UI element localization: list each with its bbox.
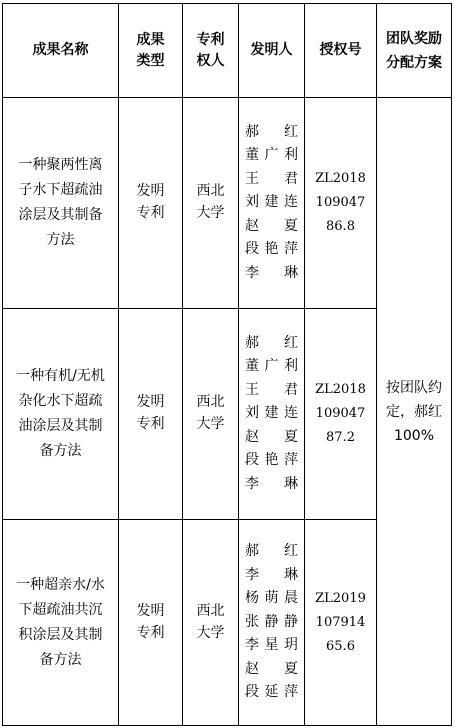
patent-owner: 西北大学	[183, 309, 239, 520]
achievement-name: 一种超亲水/水下超疏油共沉积涂层及其制备方法	[3, 520, 119, 726]
inventor-name: 刘建连	[245, 405, 298, 422]
achievement-type: 发明专利	[119, 309, 183, 520]
achievement-type: 发明专利	[119, 520, 183, 726]
table-row	[3, 98, 452, 309]
grant-number: ZL2019 107914 65.6	[305, 520, 377, 726]
header-owner: 专利权人	[183, 4, 239, 98]
inventor-name: 王 君	[245, 381, 298, 398]
inventor-name: 李 琳	[245, 264, 298, 281]
header-grant-no: 授权号	[305, 4, 377, 98]
grant-number: ZL2018 109047 86.8	[305, 98, 377, 309]
inventor-name: 李 琳	[245, 566, 298, 583]
grant-number: ZL2018 109047 87.2	[305, 309, 377, 520]
inventor-name: 郝 红	[245, 123, 298, 140]
header-allocation: 团队奖励分配方案	[377, 4, 452, 98]
inventor-name: 王 君	[245, 170, 298, 187]
header-row	[3, 4, 452, 98]
patent-awards-table	[2, 3, 452, 726]
inventor-name: 董广利	[245, 147, 298, 164]
inventor-list	[239, 520, 305, 726]
inventor-name: 杨萌晨	[245, 590, 298, 607]
inventor-list	[239, 98, 305, 309]
inventor-name: 段艳萍	[245, 452, 298, 469]
inventor-name: 赵 夏	[245, 660, 298, 677]
inventor-name: 郝 红	[245, 543, 298, 560]
achievement-type: 发明专利	[119, 98, 183, 309]
inventor-name: 赵 夏	[245, 428, 298, 445]
inventor-list	[239, 309, 305, 520]
inventor-name: 赵 夏	[245, 217, 298, 234]
patent-owner: 西北大学	[183, 98, 239, 309]
inventor-name: 董广利	[245, 358, 298, 375]
inventor-name: 李星玥	[245, 637, 298, 654]
patent-owner: 西北大学	[183, 520, 239, 726]
inventor-name: 李 琳	[245, 475, 298, 492]
header-name: 成果名称	[3, 4, 119, 98]
header-inventors: 发明人	[239, 4, 305, 98]
inventor-name: 郝 红	[245, 334, 298, 351]
inventor-name: 张静静	[245, 613, 298, 630]
header-type: 成果类型	[119, 4, 183, 98]
inventor-name: 段艳萍	[245, 241, 298, 258]
allocation-plan: 按团队约定，郝红100%	[377, 98, 452, 726]
achievement-name: 一种聚两性离子水下超疏油涂层及其制备方法	[3, 98, 119, 309]
achievement-name: 一种有机/无机杂化水下超疏油涂层及其制备方法	[3, 309, 119, 520]
inventor-name: 刘建连	[245, 194, 298, 211]
inventor-name: 段延萍	[245, 684, 298, 701]
